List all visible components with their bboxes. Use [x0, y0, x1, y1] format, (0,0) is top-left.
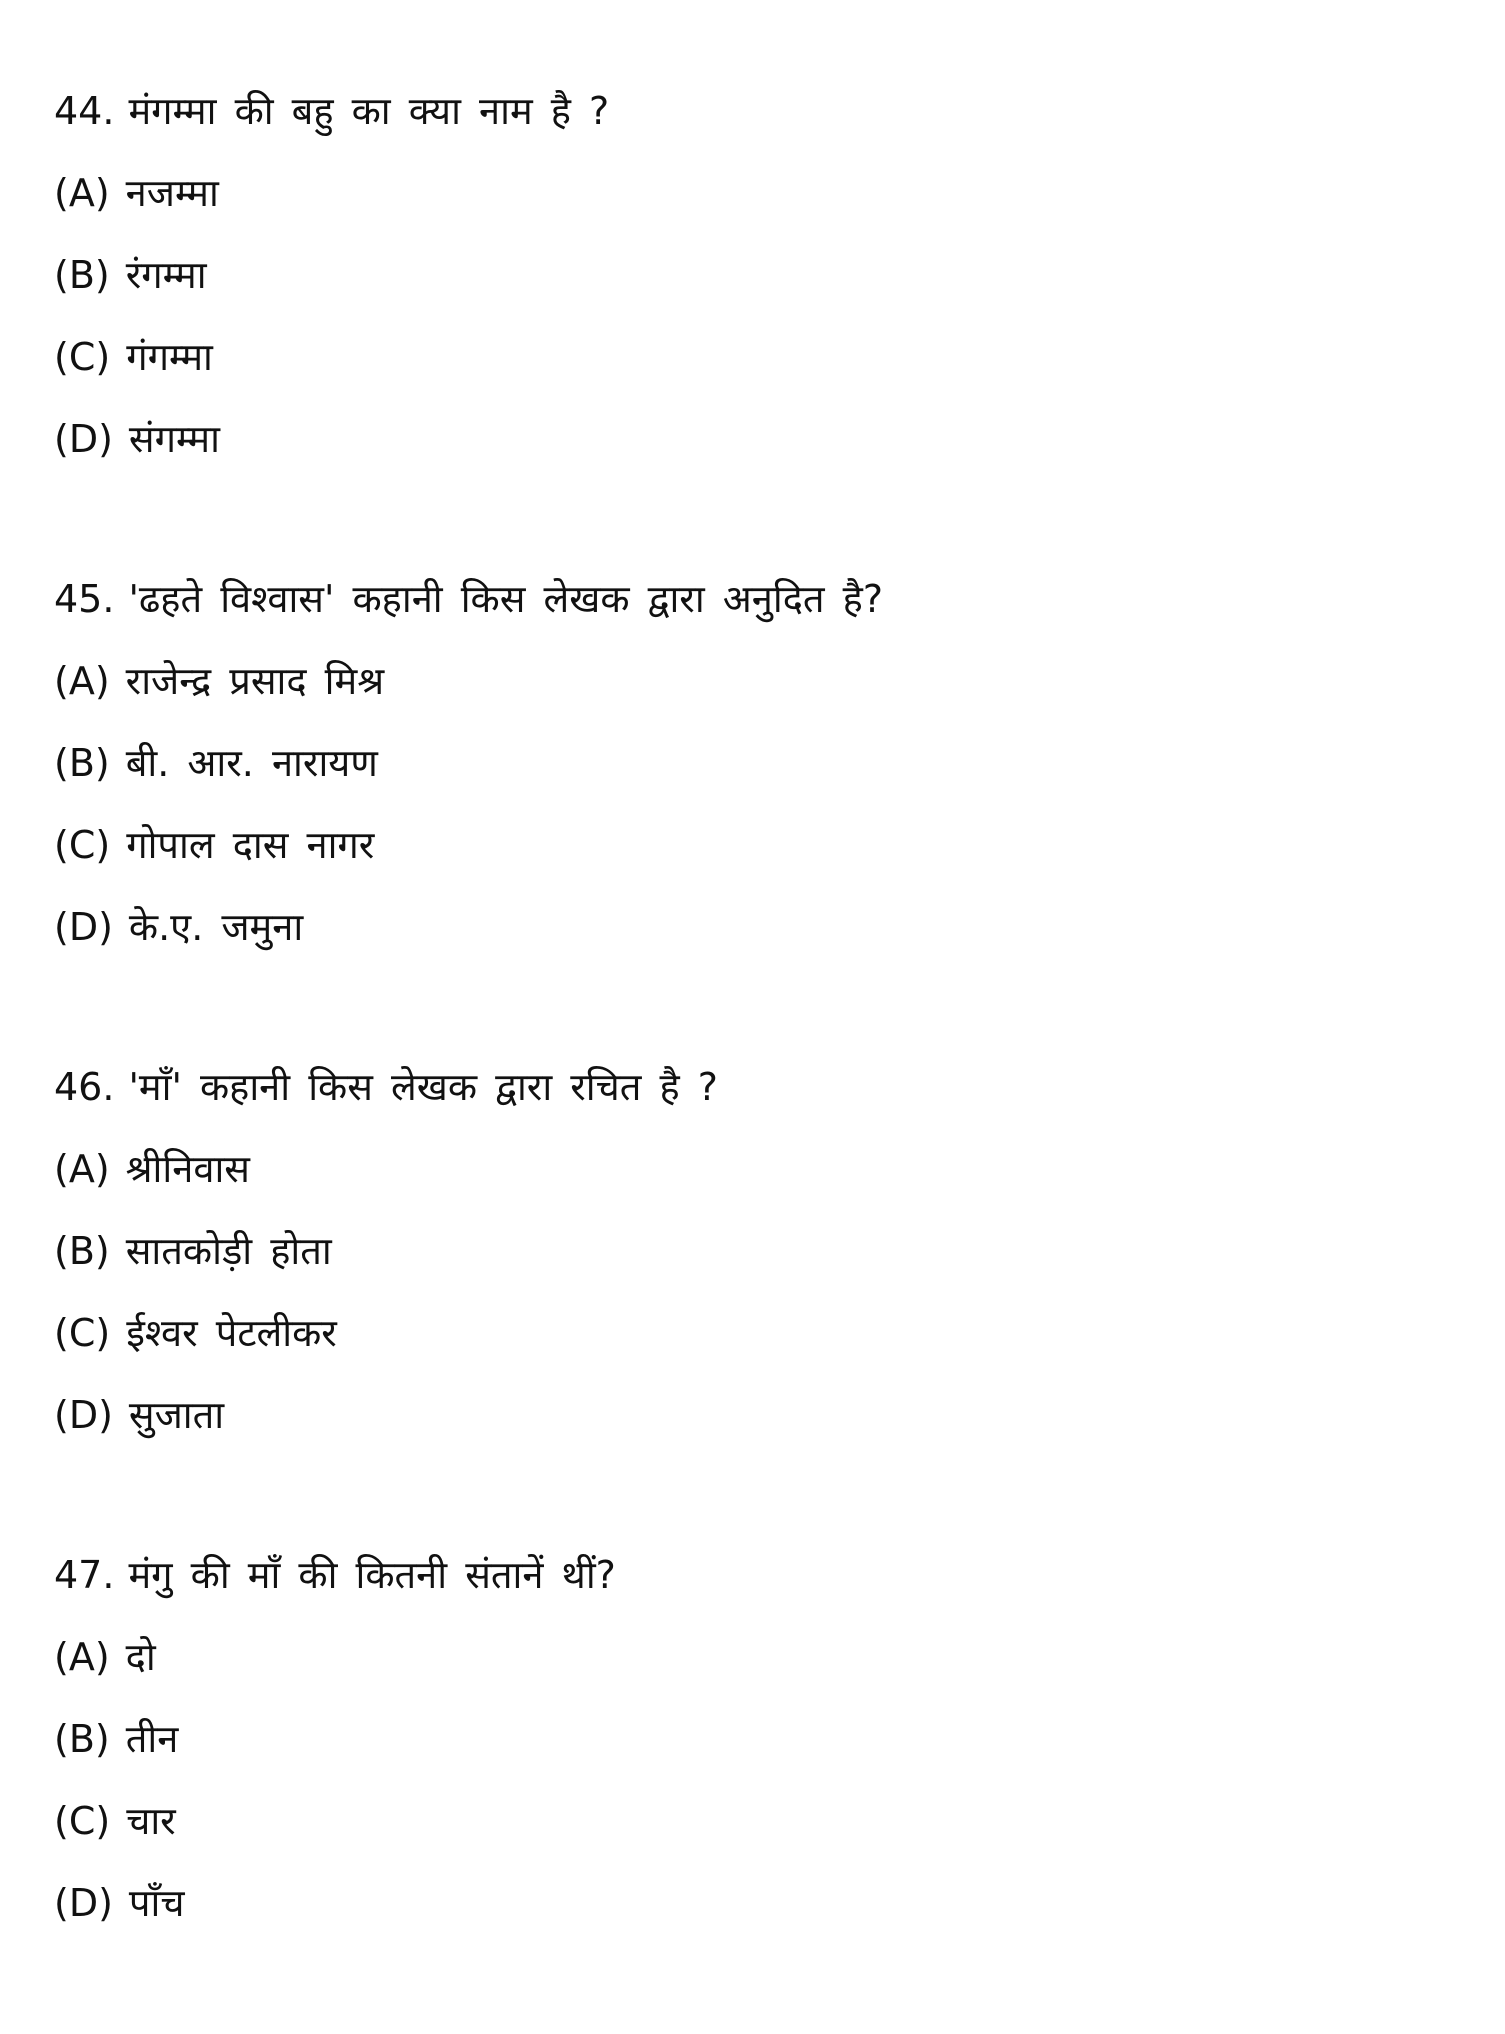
- option-text: श्रीनिवास: [125, 1147, 250, 1191]
- question-stem: [54, 558, 1454, 640]
- question-text: 'ढहते विश्वास' कहानी किस लेखक द्वारा अनुदित है?: [128, 577, 884, 621]
- option-a[interactable]: [54, 1128, 1454, 1210]
- question-page: [54, 70, 1454, 1944]
- option-letter: (A): [54, 1635, 110, 1679]
- question-46: [54, 1046, 1454, 1456]
- question-number: 44.: [54, 89, 115, 133]
- option-letter: (D): [54, 1393, 113, 1437]
- option-text: सुजाता: [128, 1393, 225, 1437]
- question-number: 46.: [54, 1065, 115, 1109]
- option-text: तीन: [125, 1717, 179, 1761]
- option-letter: (A): [54, 171, 110, 215]
- question-text: 'माँ' कहानी किस लेखक द्वारा रचित है ?: [128, 1065, 718, 1109]
- option-text: चार: [126, 1799, 176, 1843]
- option-letter: (A): [54, 1147, 110, 1191]
- option-text: राजेन्द्र प्रसाद मिश्र: [125, 659, 385, 703]
- option-d[interactable]: [54, 886, 1454, 968]
- option-letter: (D): [54, 1881, 113, 1925]
- option-d[interactable]: [54, 1374, 1454, 1456]
- option-d[interactable]: [54, 1862, 1454, 1944]
- option-text: के.ए. जमुना: [128, 905, 304, 949]
- option-text: दो: [125, 1635, 156, 1679]
- option-c[interactable]: [54, 1292, 1454, 1374]
- option-text: बी. आर. नारायण: [125, 741, 378, 785]
- option-letter: (A): [54, 659, 110, 703]
- option-b[interactable]: [54, 234, 1454, 316]
- option-letter: (C): [54, 1311, 111, 1355]
- option-text: गंगम्मा: [126, 335, 213, 379]
- option-text: ईश्वर पेटलीकर: [126, 1311, 337, 1355]
- question-45: [54, 558, 1454, 968]
- option-text: संगम्मा: [128, 417, 220, 461]
- option-b[interactable]: [54, 1210, 1454, 1292]
- question-number: 47.: [54, 1553, 115, 1597]
- option-letter: (B): [54, 1717, 110, 1761]
- option-d[interactable]: [54, 398, 1454, 480]
- option-letter: (C): [54, 1799, 111, 1843]
- option-c[interactable]: [54, 316, 1454, 398]
- option-text: सातकोड़ी होता: [125, 1229, 332, 1273]
- option-a[interactable]: [54, 152, 1454, 234]
- question-stem: [54, 1534, 1454, 1616]
- option-c[interactable]: [54, 804, 1454, 886]
- option-letter: (D): [54, 417, 113, 461]
- option-c[interactable]: [54, 1780, 1454, 1862]
- option-letter: (B): [54, 741, 110, 785]
- option-text: पाँच: [128, 1881, 185, 1925]
- option-text: नजम्मा: [125, 171, 219, 215]
- question-number: 45.: [54, 577, 115, 621]
- option-letter: (C): [54, 335, 111, 379]
- question-text: मंगम्मा की बहु का क्या नाम है ?: [128, 89, 610, 133]
- question-stem: [54, 70, 1454, 152]
- option-a[interactable]: [54, 640, 1454, 722]
- option-letter: (B): [54, 1229, 110, 1273]
- question-text: मंगु की माँ की कितनी संतानें थीं?: [128, 1553, 616, 1597]
- question-44: [54, 70, 1454, 480]
- option-a[interactable]: [54, 1616, 1454, 1698]
- option-letter: (B): [54, 253, 110, 297]
- option-letter: (D): [54, 905, 113, 949]
- option-text: रंगम्मा: [125, 253, 207, 297]
- option-text: गोपाल दास नागर: [126, 823, 375, 867]
- option-letter: (C): [54, 823, 111, 867]
- option-b[interactable]: [54, 1698, 1454, 1780]
- option-b[interactable]: [54, 722, 1454, 804]
- question-stem: [54, 1046, 1454, 1128]
- question-47: [54, 1534, 1454, 1944]
